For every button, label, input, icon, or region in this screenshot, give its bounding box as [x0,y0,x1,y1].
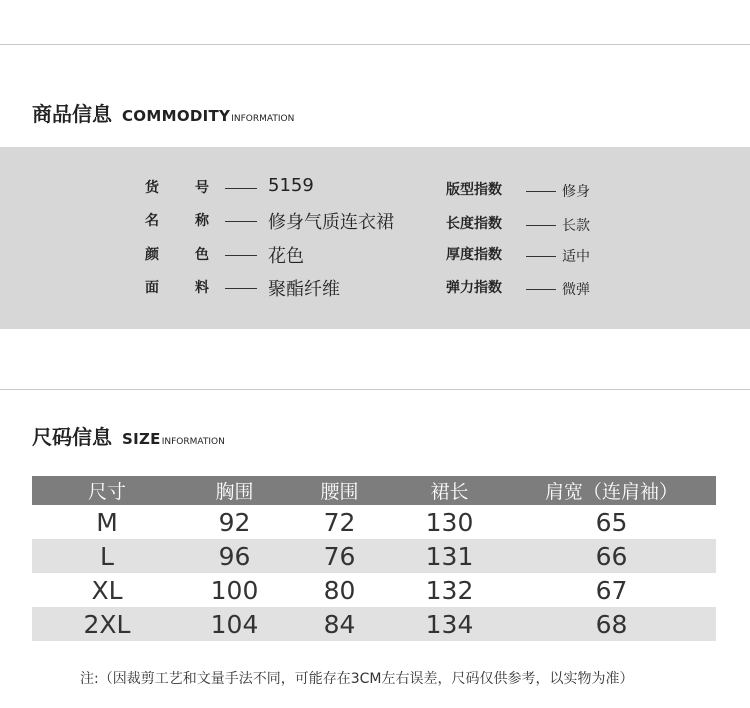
leader-line [225,188,257,189]
cell-size: L [32,539,182,573]
cell-bust: 96 [182,539,287,573]
size-title-en-small: INFORMATION [161,437,225,447]
spec-label: 长度指数 [446,216,502,232]
attribute-value: 5159 [268,175,314,196]
cell-size: M [96,507,118,537]
cell-shoulder: 68 [507,607,716,641]
cell-waist: 84 [287,607,392,641]
size-title-en: SIZE [122,430,161,448]
leader-line [225,221,257,222]
cell-size: XL [91,575,123,605]
leader-line [225,255,257,256]
leader-line [526,225,556,226]
spec-value: 微弹 [562,282,590,298]
cell-bust: 92 [218,507,251,537]
spec-value: 适中 [562,249,590,265]
size-table-header-row [32,476,716,505]
commodity-title-en-small: INFORMATION [231,114,295,124]
cell-bust: 104 [182,607,287,641]
attribute-label: 面 料 [145,280,209,296]
cell-length: 130 [425,507,474,537]
attribute-value: 修身气质连衣裙 [268,212,394,233]
attribute-value: 花色 [268,246,304,267]
spec-value: 长款 [562,218,590,234]
cell-shoulder: 66 [507,539,716,573]
attribute-label: 货 号 [145,180,209,196]
spec-label: 弹力指数 [446,280,502,296]
table-row [32,505,716,539]
cell-waist: 80 [323,575,356,605]
header-shoulder: 肩宽（连肩袖） [507,476,716,505]
cell-bust: 100 [210,575,259,605]
attribute-label: 名 称 [145,213,209,229]
commodity-info-panel [0,147,750,329]
size-table [32,476,716,641]
table-row [32,539,716,573]
leader-line [526,191,556,192]
cell-size: 2XL [32,607,182,641]
leader-line [526,256,556,257]
spec-label: 版型指数 [446,182,502,198]
top-divider [0,44,750,45]
cell-shoulder: 67 [595,575,628,605]
header-dress-length: 裙长 [392,476,507,505]
header-waist: 腰围 [287,476,392,505]
attribute-label: 颜 色 [145,247,209,263]
spec-label: 厚度指数 [446,247,502,263]
table-row [32,607,716,641]
commodity-section-title [32,98,294,127]
leader-line [225,288,257,289]
cell-length: 131 [392,539,507,573]
cell-length: 134 [392,607,507,641]
commodity-title-en: COMMODITY [122,107,231,125]
commodity-title-cn: 商品信息 [32,102,112,126]
size-section-title [32,421,225,450]
header-size: 尺寸 [32,476,182,505]
cell-length: 132 [425,575,474,605]
leader-line [526,289,556,290]
cell-waist: 76 [287,539,392,573]
cell-waist: 72 [323,507,356,537]
header-bust: 胸围 [182,476,287,505]
spec-value: 修身 [562,184,590,200]
table-row [32,573,716,607]
middle-divider [0,389,750,390]
size-title-cn: 尺码信息 [32,425,112,449]
measurement-note: 注:（因裁剪工艺和文量手法不同，可能存在3CM左右误差，尺码仅供参考，以实物为准） [80,671,634,687]
cell-shoulder: 65 [595,507,628,537]
attribute-value: 聚酯纤维 [268,279,340,300]
